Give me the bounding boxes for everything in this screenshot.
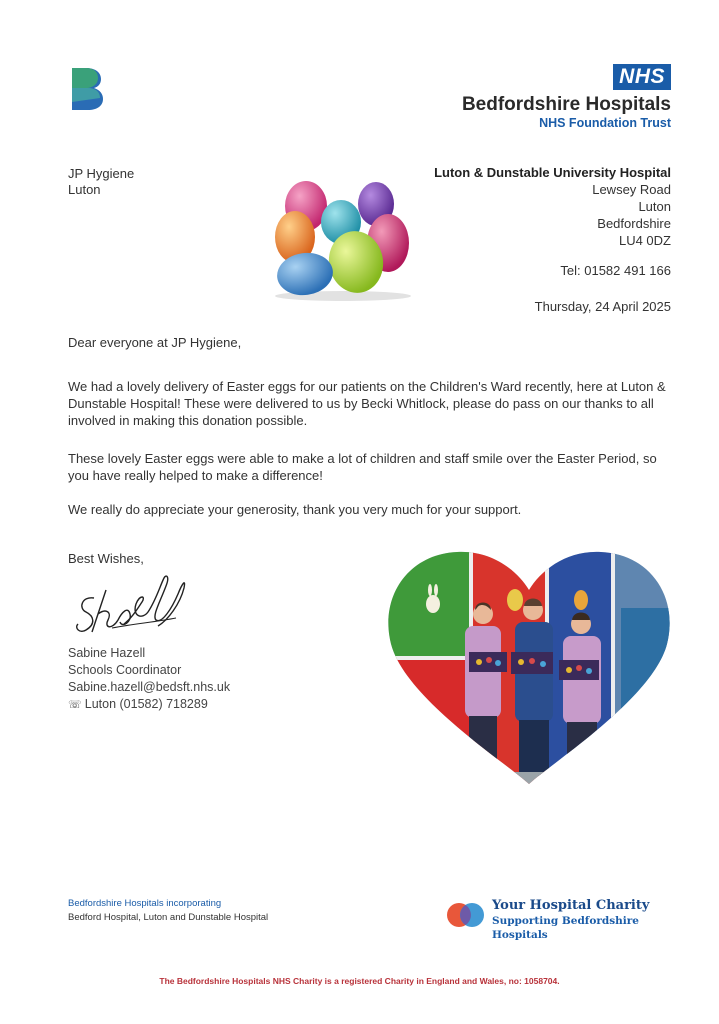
trust-header (462, 64, 671, 131)
closing: Best Wishes, (68, 551, 144, 566)
sender-telephone: Tel: 01582 491 166 (560, 263, 671, 278)
heart-photo (385, 548, 673, 784)
sender-hospital: Luton & Dunstable University Hospital (434, 165, 671, 180)
footer-line: Bedfordshire Hospitals incorporating (68, 898, 222, 909)
recipient-line: Luton (68, 182, 101, 197)
trust-subtitle: NHS Foundation Trust (539, 116, 671, 130)
recipient-address (68, 166, 134, 198)
heart-bubbles-icon (446, 900, 486, 930)
sender-address (434, 164, 671, 249)
phone-icon: ☏ (68, 699, 82, 711)
footer-incorporating (68, 897, 268, 925)
easter-eggs-image (268, 180, 418, 304)
charity-tagline: Supporting Bedfordshire Hospitals (492, 915, 639, 941)
trust-name: Bedfordshire Hospitals (461, 94, 671, 115)
signatory-title: Schools Coordinator (68, 663, 182, 677)
signatory-phone-line (68, 696, 230, 714)
nhs-badge: NHS (613, 64, 671, 90)
signatory-name: Sabine Hazell (68, 646, 146, 660)
greeting: Dear everyone at JP Hygiene, (68, 335, 242, 350)
body-paragraph: We had a lovely delivery of Easter eggs for our patients on the Children's Ward recently, here at Luton & Dunstable Hospital! These were delivered to us by Becki Whitlock, please do pass on our thanks to all involved in making this donation possible. (68, 379, 666, 428)
b-logo-icon (70, 66, 104, 112)
handwritten-signature (72, 568, 192, 640)
body-paragraph: We really do appreciate your generosity, thank you very much for your support. (68, 502, 522, 517)
letter-date: Thursday, 24 April 2025 (534, 299, 671, 314)
sender-street: Lewsey Road (592, 182, 671, 197)
signatory-phone: Luton (01582) 718289 (84, 697, 208, 711)
charity-registration: The Bedfordshire Hospitals NHS Charity is a registered Charity in England and Wales, no: 1058704. (159, 976, 560, 986)
body-paragraph: These lovely Easter eggs were able to make a lot of children and staff smile over the Easter Period, so you have really helped to make a difference! (68, 451, 657, 483)
charity-logo (446, 898, 686, 941)
sender-county: Bedfordshire (597, 216, 671, 231)
signatory-email: Sabine.hazell@bedsft.nhs.uk (68, 680, 231, 694)
footer-line: Bedford Hospital, Luton and Dunstable Hospital (68, 912, 269, 923)
charity-name: Your Hospital Charity (492, 898, 650, 913)
sender-postcode: LU4 0DZ (618, 233, 671, 248)
sender-town: Luton (638, 199, 671, 214)
signatory-details (68, 645, 230, 714)
recipient-line: JP Hygiene (68, 166, 135, 181)
